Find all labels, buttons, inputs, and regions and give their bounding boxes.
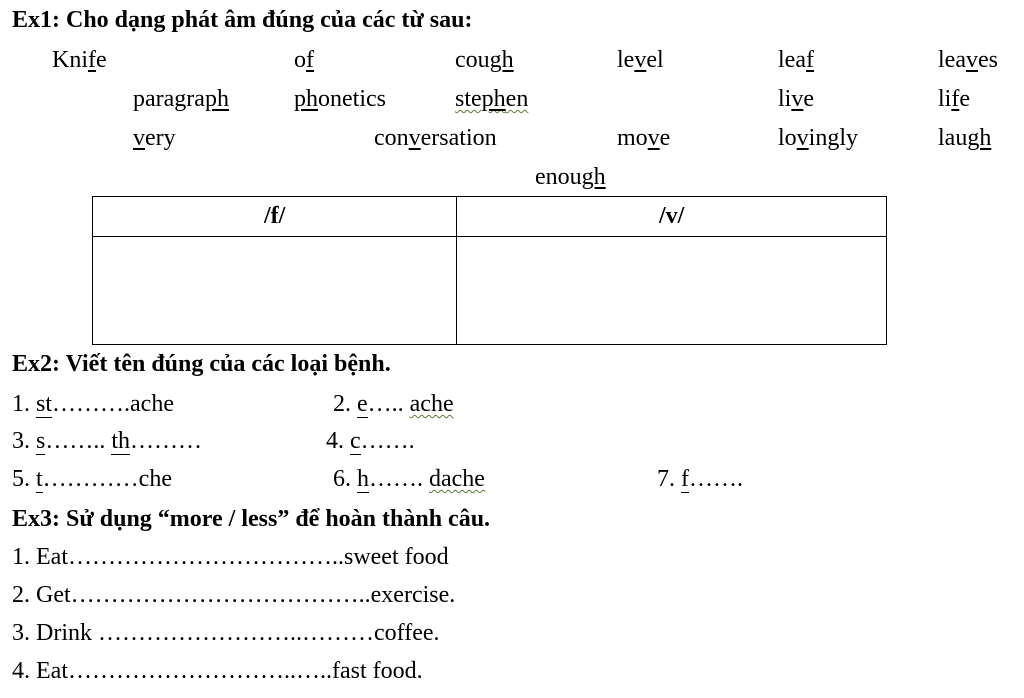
ex2-title: Ex2: Viết tên đúng của các loại bệnh. bbox=[12, 351, 391, 377]
ex2-item-1: 1. st……….ache bbox=[12, 391, 174, 417]
ex2-item-2: 2. e….. ache bbox=[333, 391, 454, 417]
sound-table bbox=[92, 196, 887, 345]
ex3-line-4: 4. Eat………………………..…..fast food. bbox=[12, 658, 423, 684]
table-header-v: /v/ bbox=[457, 197, 887, 237]
ex2-item-3: 3. s…….. th……… bbox=[12, 428, 203, 454]
word-move: move bbox=[617, 125, 671, 151]
ex3-line-1: 1. Eat……………………………..sweet food bbox=[12, 544, 449, 570]
ex3-line-2: 2. Get………………………………..exercise. bbox=[12, 582, 456, 608]
ex2-item-4: 4. c……. bbox=[326, 428, 415, 454]
word-leaves: leaves bbox=[938, 47, 998, 73]
word-conversation: conversation bbox=[374, 125, 497, 151]
word-live: live bbox=[778, 86, 814, 112]
word-paragraph: paragraph bbox=[133, 86, 229, 112]
ex1-title: Ex1: Cho dạng phát âm đúng của các từ sau: bbox=[12, 7, 473, 33]
ex2-item-6: 6. h……. dache bbox=[333, 466, 485, 492]
table-header-f: /f/ bbox=[93, 197, 457, 237]
table-cell-v[interactable] bbox=[457, 237, 887, 345]
word-phonetics: phonetics bbox=[294, 86, 386, 112]
ex2-item-5: 5. t…………che bbox=[12, 466, 172, 492]
word-life: life bbox=[938, 86, 970, 112]
word-level: level bbox=[617, 47, 664, 73]
word-cough: cough bbox=[455, 47, 514, 73]
table-cell-f[interactable] bbox=[93, 237, 457, 345]
ex3-title: Ex3: Sử dụng “more / less” để hoàn thành câu. bbox=[12, 506, 491, 532]
word-stephen: stephen bbox=[455, 86, 529, 112]
word-knife: Knife bbox=[52, 47, 107, 73]
word-of: of bbox=[294, 47, 314, 73]
word-laugh: laugh bbox=[938, 125, 992, 151]
ex3-line-3: 3. Drink ……………………..………coffee. bbox=[12, 620, 440, 646]
word-leaf: leaf bbox=[778, 47, 814, 73]
word-lovingly: lovingly bbox=[778, 125, 859, 151]
ex2-item-7: 7. f……. bbox=[657, 466, 743, 492]
word-enough: enough bbox=[535, 164, 606, 190]
word-very: very bbox=[133, 125, 176, 151]
